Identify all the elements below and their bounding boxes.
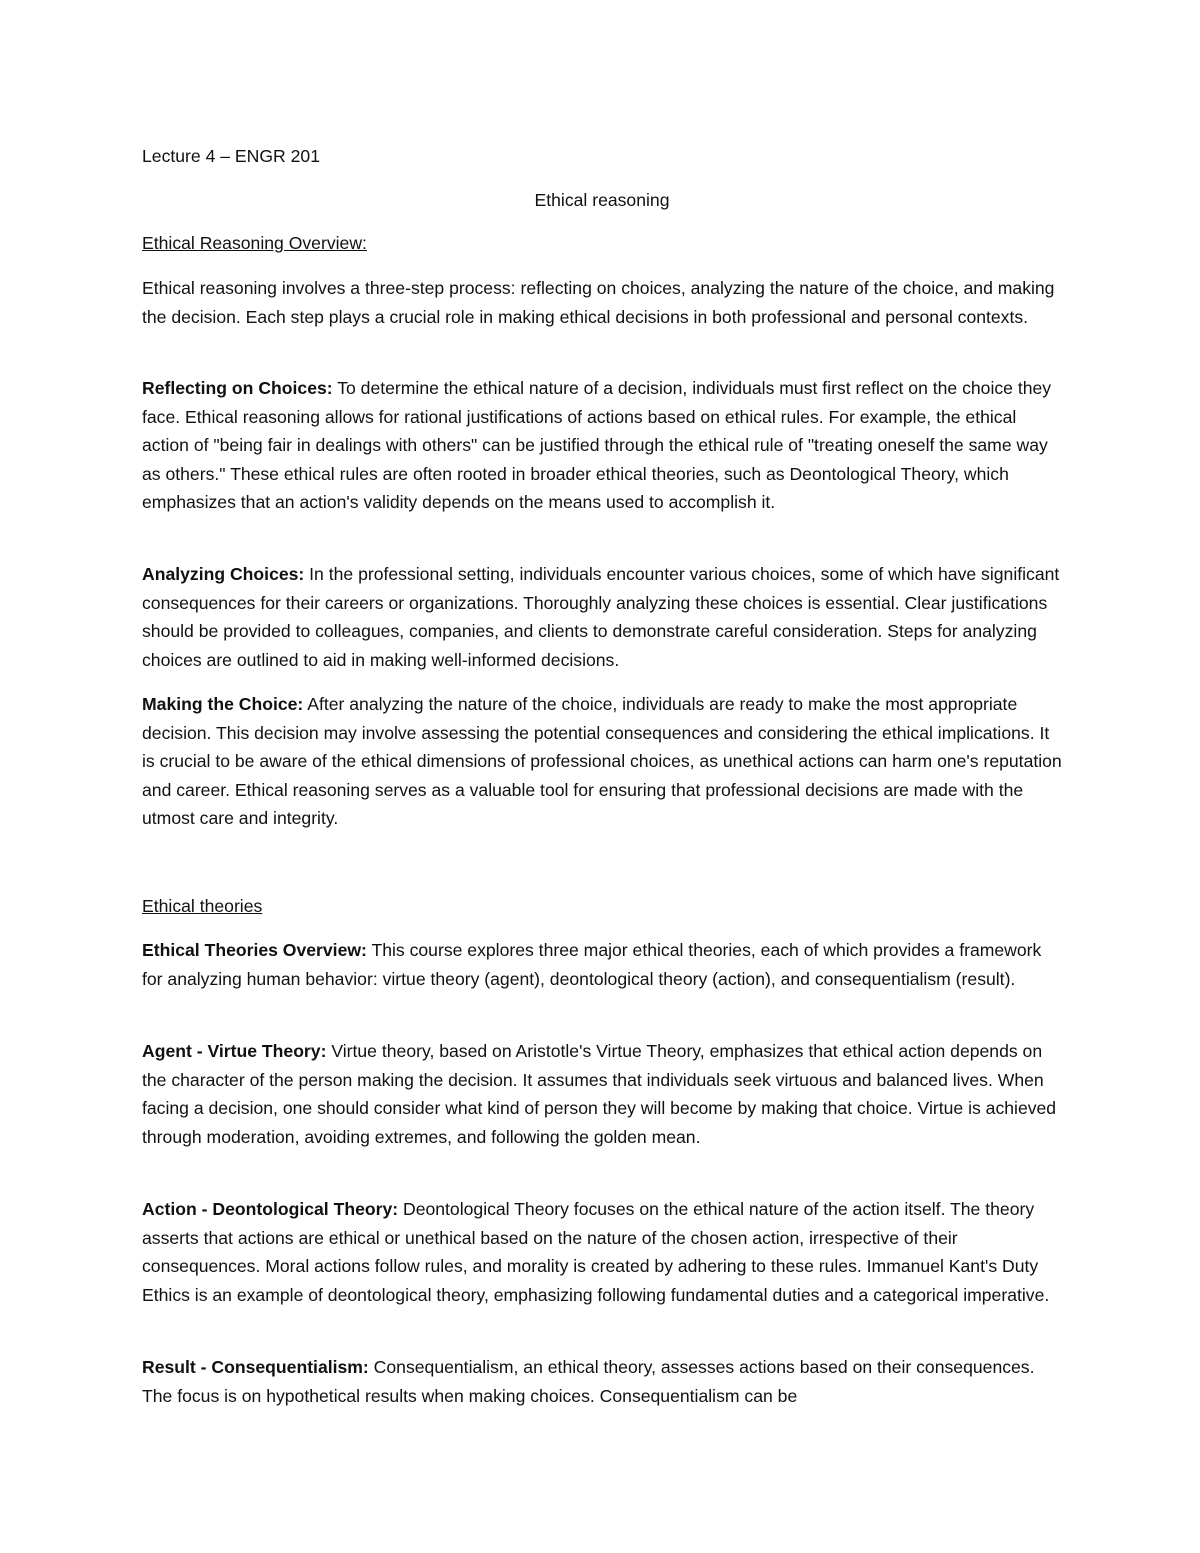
- paragraph-label: Result - Consequentialism:: [142, 1357, 369, 1377]
- paragraph-label: Reflecting on Choices:: [142, 378, 333, 398]
- paragraph-text: Consequentialism, an ethical theory, assesses actions based on their consequences. The focus is on hypothetical results when making choices. Consequentialism can be: [142, 1357, 1035, 1406]
- paragraph-result-consequentialism: [142, 1353, 1062, 1410]
- section-heading-reasoning-overview: Ethical Reasoning Overview:: [142, 233, 367, 253]
- paragraph-text: Virtue theory, based on Aristotle's Virtue Theory, emphasizes that ethical action depends on the character of the person making the decision. It assumes that individuals seek virtuous and balanced lives. When facing a decision, one should consider what kind of person they will become by making that choice. Virtue is achieved through moderation, avoiding extremes, and following the golden mean.: [142, 1041, 1057, 1147]
- lecture-label: Lecture 4 – ENGR 201: [142, 146, 320, 166]
- paragraph-label: Making the Choice:: [142, 694, 304, 714]
- paragraph-agent-virtue-theory: [142, 1037, 1062, 1151]
- paragraph-label: Agent - Virtue Theory:: [142, 1041, 327, 1061]
- paragraph-text: To determine the ethical nature of a decision, individuals must first reflect on the choice they face. Ethical reasoning allows for rational justifications of actions based on ethical rules. For example, the ethical action of "being fair in dealings with others" can be justified through the ethical rule of "treating oneself the same way as others." These ethical rules are often rooted in broader ethical theories, such as Deontological Theory, which emphasizes that an action's validity depends on the means used to accomplish it.: [142, 378, 1052, 513]
- paragraph-text: Deontological Theory focuses on the ethical nature of the action itself. The theory asserts that actions are ethical or unethical based on the nature of the chosen action, irrespective of their consequences. Moral actions follow rules, and morality is created by adhering to these rules. Immanuel Kant's Duty Ethics is an example of deontological theory, emphasizing following fundamental duties and a categorical imperative.: [142, 1199, 1050, 1305]
- page-title: Ethical reasoning: [534, 190, 670, 210]
- paragraph-ethical-theories-overview: [142, 936, 1062, 993]
- paragraph-text: This course explores three major ethical theories, each of which provides a framework for analyzing human behavior: virtue theory (agent), deontological theory (action), and consequentialism (result).: [142, 940, 1042, 989]
- paragraph-label: Analyzing Choices:: [142, 564, 305, 584]
- paragraph-label: Ethical Theories Overview:: [142, 940, 367, 960]
- paragraph-analyzing-choices: [142, 560, 1062, 674]
- paragraph-making-the-choice: [142, 690, 1062, 833]
- paragraph-label: Action - Deontological Theory:: [142, 1199, 399, 1219]
- section-heading-ethical-theories: Ethical theories: [142, 896, 263, 916]
- paragraph-action-deontological-theory: [142, 1195, 1062, 1309]
- paragraph-text: After analyzing the nature of the choice, individuals are ready to make the most appropriate decision. This decision may involve assessing the potential consequences and considering the ethical implications. It is crucial to be aware of the ethical dimensions of professional choices, as unethical actions can harm one's reputation and career. Ethical reasoning serves as a valuable tool for ensuring that professional decisions are made with the utmost care and integrity.: [142, 694, 1062, 829]
- intro-paragraph: Ethical reasoning involves a three-step process: reflecting on choices, analyzing the nature of the choice, and making the decision. Each step plays a crucial role in making ethical decisions in both professional and personal contexts.: [142, 278, 1055, 327]
- paragraph-text: In the professional setting, individuals encounter various choices, some of which have significant consequences for their careers or organizations. Thoroughly analyzing these choices is essential. Clear justifications should be provided to colleagues, companies, and clients to demonstrate careful consideration. Steps for analyzing choices are outlined to aid in making well-informed decisions.: [142, 564, 1060, 670]
- paragraph-reflecting-on-choices: [142, 374, 1062, 517]
